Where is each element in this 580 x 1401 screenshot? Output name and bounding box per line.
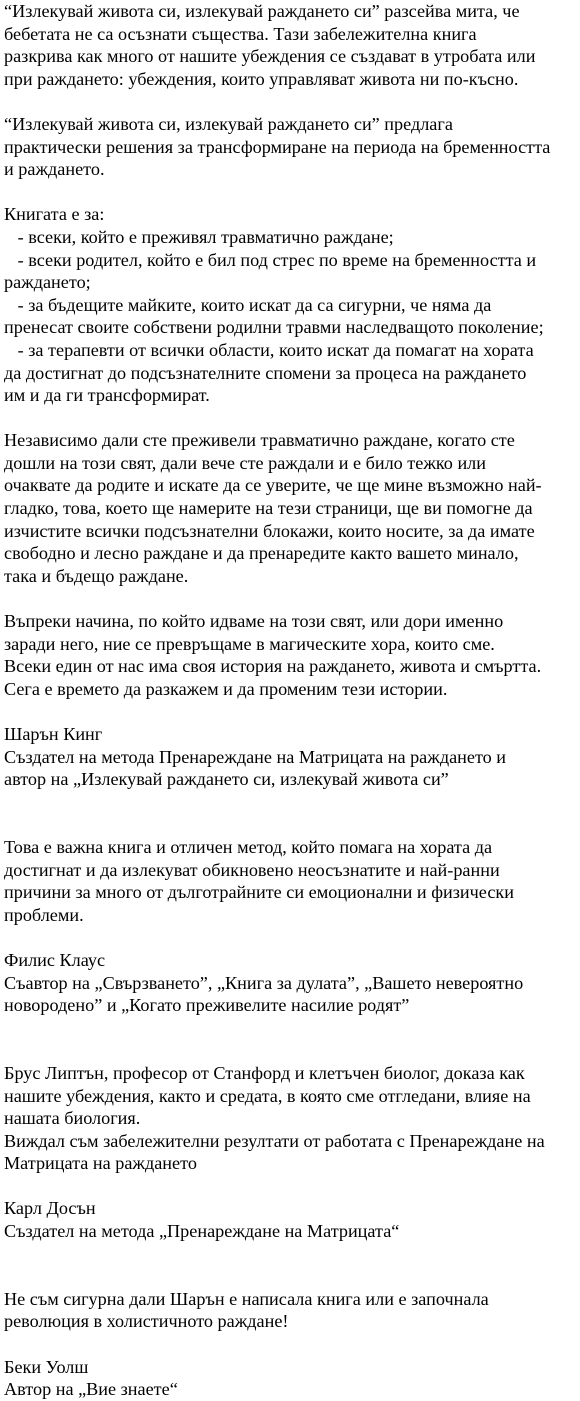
paragraph-spacer <box>4 587 578 610</box>
list-item: - за терапевти от всички области, които искат да помагат на хората <box>4 339 534 360</box>
text-line: Виждал съм забележителни резултати от работата с Пренареждане на <box>4 1130 545 1151</box>
paragraph-spacer <box>4 1243 578 1288</box>
text-line: Не съм сигурна дали Шарън е написала книга или е започнала <box>4 1288 489 1309</box>
author-signature-phyllis-klaus <box>4 949 578 1017</box>
text-line: свободно и лесно раждане и да пренаредите както вашето минало, <box>4 543 519 564</box>
text-line: бебетата не са осъзнати същества. Тази забележителна книга <box>4 23 477 44</box>
author-title: Автор на „Вие знаете“ <box>4 1379 178 1400</box>
text-line: разкрива как много от нашите убеждения се създават в утробата или <box>4 46 536 67</box>
text-line: достигнат и да излекуват обикновено неосъзнатите и най-ранни <box>4 859 500 880</box>
text-line: да достигнат до подсъзнателните спомени за процеса на раждането <box>4 362 527 383</box>
text-line: проблеми. <box>4 904 84 925</box>
paragraph-audience-list <box>4 203 578 406</box>
author-signature-sharon-king <box>4 723 578 791</box>
author-name: Филис Клаус <box>4 949 106 970</box>
text-line: Това е важна книга и отличен метод, който помага на хората да <box>4 836 493 857</box>
text-line: Въпреки начина, по който идваме на този свят, или дори именно <box>4 611 504 632</box>
text-line: Независимо дали сте преживели травматично раждане, когато сте <box>4 430 515 451</box>
text-line: революция в холистичното раждане! <box>4 1311 289 1332</box>
author-name: Карл Досън <box>4 1198 96 1219</box>
author-title: Създател на метода Пренареждане на Матрицата на раждането и <box>4 746 507 767</box>
text-line: нашите убеждения, както и средата, в която сме отгледани, влияе на <box>4 1085 531 1106</box>
text-line: и раждането. <box>4 159 105 180</box>
text-line: гладко, това, което ще намерите на тези страници, ще ви помогне да <box>4 498 533 519</box>
text-line: “Излекувай живота си, излекувай раждането си” предлага <box>4 113 453 134</box>
paragraph-spacer <box>4 1175 578 1198</box>
paragraph-spacer <box>4 926 578 949</box>
paragraph-spacer <box>4 90 578 113</box>
paragraph-intro <box>4 0 578 90</box>
text-line: Книгата е за: <box>4 204 105 225</box>
paragraph-spacer <box>4 1017 578 1062</box>
text-line: практически решения за трансформиране на периода на бременността <box>4 136 551 157</box>
paragraph-spacer <box>4 407 578 430</box>
text-line: очаквате да родите и искате да се уверите, че ще мине възможно най- <box>4 475 542 496</box>
testimonial-dawson <box>4 1062 578 1175</box>
text-line: “Излекувай живота си, излекувай раждането си” разсейва мита, че <box>4 1 520 21</box>
text-line: при раждането: убеждения, които управляват живота ни по-късно. <box>4 68 519 89</box>
text-line: им и да ги трансформират. <box>4 385 210 406</box>
text-line: пренесат своите собствени родилни травми наследващото поколение; <box>4 317 544 338</box>
paragraph-magic-people <box>4 610 578 700</box>
text-line: заради него, ние се превръщаме в магическите хора, които сме. <box>4 633 495 654</box>
text-line: причини за много от дълготрайните си емоционални и физически <box>4 882 514 903</box>
list-item: - всеки родител, който е бил под стрес по време на бременността и <box>4 249 537 270</box>
text-line: изчистите всички подсъзнателни блокажи, които носите, за да имате <box>4 520 535 541</box>
testimonial-walsh <box>4 1288 578 1333</box>
author-title: автор на „Излекувай раждането си, излекувай живота си” <box>4 769 449 790</box>
text-line: Матрицата на раждането <box>4 1153 197 1174</box>
paragraph-spacer <box>4 181 578 204</box>
list-item: - за бъдещите майките, които искат да са сигурни, че няма да <box>4 294 492 315</box>
author-name: Беки Уолш <box>4 1356 89 1377</box>
text-line: нашата биология. <box>4 1108 141 1129</box>
text-line: раждането; <box>4 272 91 293</box>
text-line: Сега е времето да разкажем и да променим тези истории. <box>4 678 448 699</box>
author-signature-becky-walsh <box>4 1356 578 1401</box>
author-title: Създател на метода „Пренареждане на Матрицата“ <box>4 1221 400 1242</box>
paragraph-solutions <box>4 113 578 181</box>
paragraph-spacer <box>4 791 578 836</box>
document-page <box>4 0 578 1401</box>
paragraph-regardless <box>4 429 578 587</box>
text-line: така и бъдещо раждане. <box>4 565 189 586</box>
paragraph-spacer <box>4 1333 578 1356</box>
testimonial-klaus <box>4 836 578 926</box>
text-line: Брус Липтън, професор от Станфорд и клетъчен биолог, доказа как <box>4 1062 525 1083</box>
text-line: Всеки един от нас има своя история на раждането, живота и смъртта. <box>4 656 542 677</box>
text-line: дошли на този свят, дали вече сте раждали и е било тежко или <box>4 452 486 473</box>
author-name: Шарън Кинг <box>4 724 103 744</box>
paragraph-spacer <box>4 700 578 723</box>
list-item: - всеки, който е преживял травматично раждане; <box>4 226 394 247</box>
author-signature-karl-dawson <box>4 1197 578 1242</box>
author-title: Съавтор на „Свързването”, „Книга за дулата”, „Вашето невероятно <box>4 972 524 993</box>
author-title: новородено” и „Когато преживелите насилие родят” <box>4 995 410 1016</box>
